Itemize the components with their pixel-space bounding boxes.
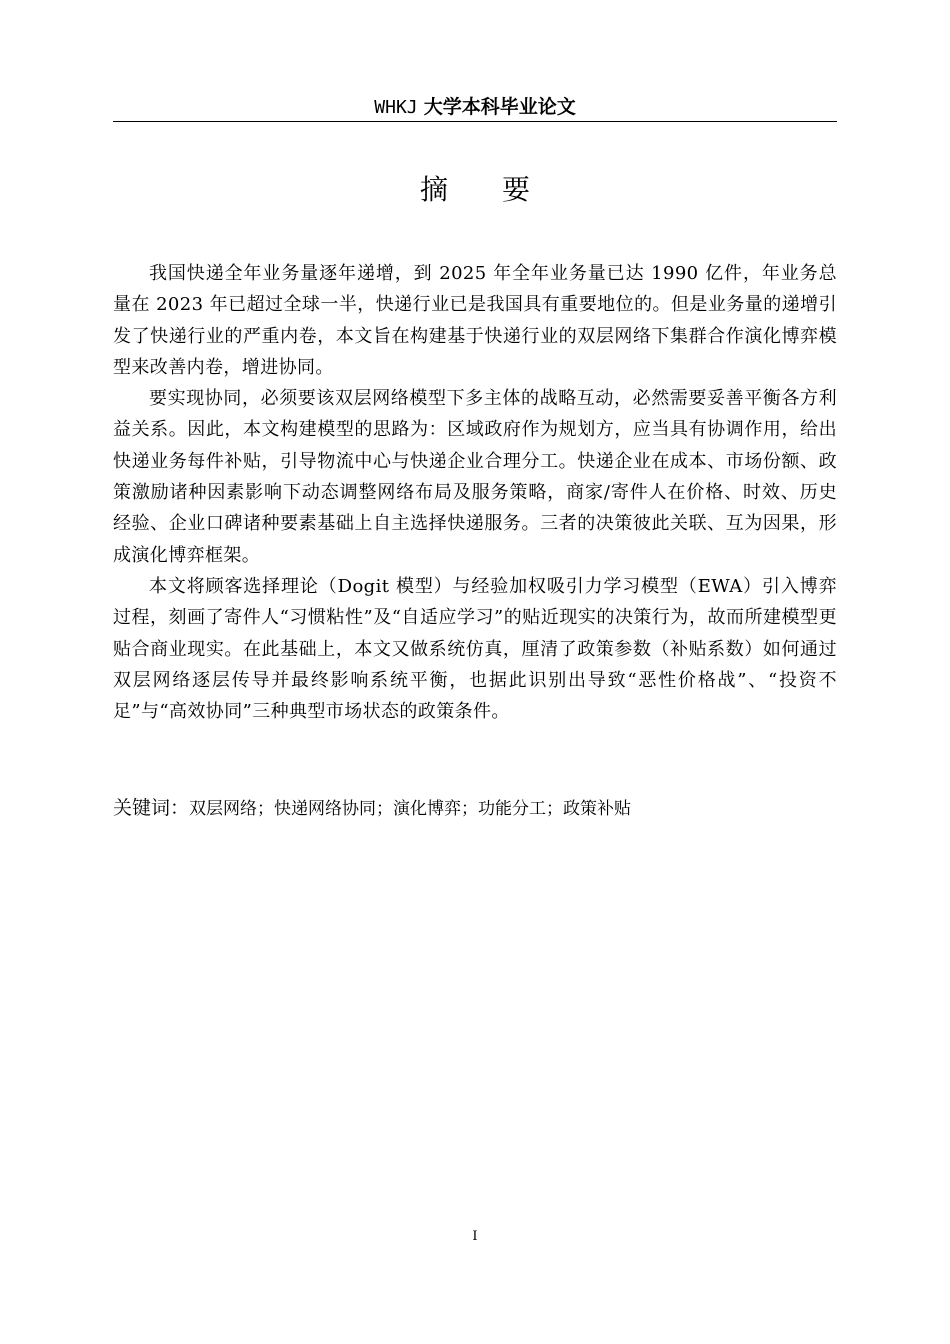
page-header — [113, 93, 837, 122]
abstract-paragraph-1: 我国快递全年业务量逐年递增，到 2025 年全年业务量已达 1990 亿件，年业务总量在 2023 年已超过全球一半，快递行业已是我国具有重要地位的。但是业务量的递增引发了快递行业的严重内卷，本文旨在构建基于快递行业的双层网络下集群合作演化博弈模型来改善内卷，增进协同。 — [113, 263, 837, 378]
abstract-paragraph-3: 本文将顾客选择理论（Dogit 模型）与经验加权吸引力学习模型（EWA）引入博弈过程，刻画了寄件人“习惯粘性”及“自适应学习”的贴近现实的决策行为，故而所建模型更贴合商业现实。在此基础上，本文又做系统仿真，厘清了政策参数（补贴系数）如何通过双层网络逐层传导并最终影响系统平衡，也据此识别出导致“恶性价格战”、“投资不足”与“高效协同”三种典型市场状态的政策条件。 — [113, 575, 837, 723]
header-code: WHKJ — [374, 97, 418, 118]
abstract-body — [113, 258, 837, 727]
abstract-title — [113, 170, 837, 210]
keywords-line — [113, 793, 837, 824]
abstract-paragraph-2: 要实现协同，必须要该双层网络模型下多主体的战略互动，必然需要妥善平衡各方利益关系。因此，本文构建模型的思路为：区域政府作为规划方，应当具有协调作用，给出快递业务每件补贴，引导物流中心与快递企业合理分工。快递企业在成本、市场份额、政策激励诸种因素影响下动态调整网络布局及服务策略，商家/寄件人在价格、时效、历史经验、企业口碑诸种要素基础上自主选择快递服务。三者的决策彼此关联、互为因果，形成演化博弈框架。 — [113, 388, 837, 566]
abstract-title-char-2: 要 — [502, 173, 531, 206]
keywords-label: 关键词： — [113, 797, 190, 819]
abstract-title-char-1: 摘 — [419, 173, 448, 206]
header-title: 大学本科毕业论文 — [423, 96, 576, 118]
keywords-text: 双层网络；快递网络协同；演化博弈；功能分工；政策补贴 — [189, 799, 632, 819]
page-number: I — [472, 1229, 478, 1244]
